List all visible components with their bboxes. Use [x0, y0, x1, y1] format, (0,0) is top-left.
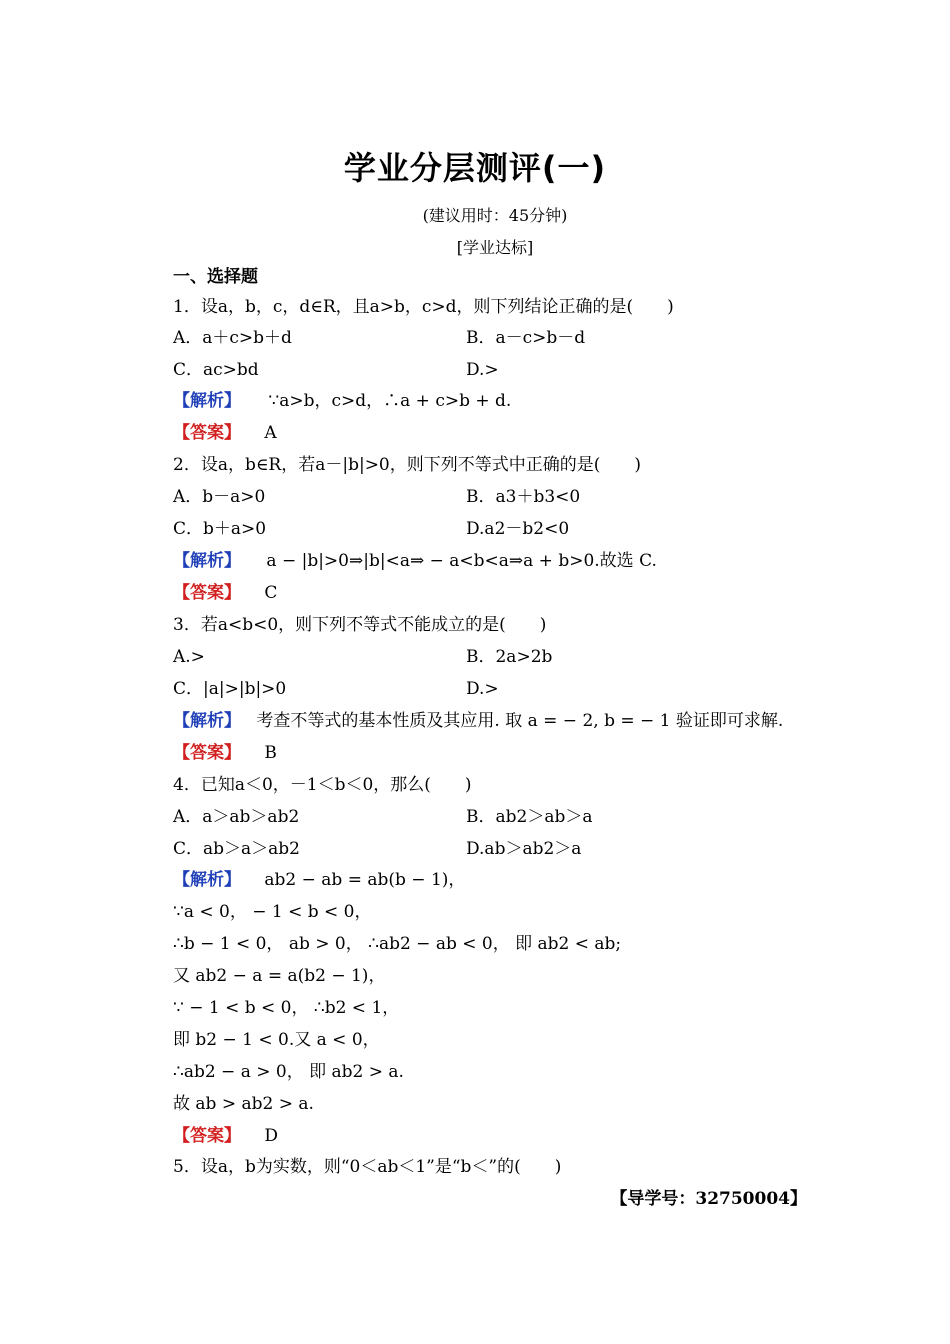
q1-option-d: D.>: [466, 360, 499, 380]
q4-answer-text: D: [264, 1126, 279, 1146]
q2-option-b: B．a3＋b3<0: [466, 487, 581, 507]
answer-label: 【答案】: [173, 423, 241, 443]
q3-analysis: [173, 710, 783, 732]
q1-stem: 1．设a，b，c，d∈R，且a>b，c>d，则下列结论正确的是( ): [173, 297, 674, 317]
q4-analysis-line: ∴b − 1 < 0， ab > 0， ∴ab2 − ab < 0， 即 ab2 < ab;: [173, 934, 622, 954]
q2-answer-text: C: [264, 583, 278, 603]
q1-option-b: B．a－c>b－d: [466, 328, 586, 348]
q2-analysis: [173, 550, 657, 572]
q4-stem: 4．已知a＜0，－1＜b＜0，那么( ): [173, 775, 472, 795]
section-tag: [学业达标]: [456, 238, 534, 257]
q5-stem: 5．设a，b为实数，则“0＜ab＜1”是“b＜”的( ): [173, 1157, 562, 1177]
q1-analysis-text: ∵a>b，c>d，∴a + c>b + d.: [268, 391, 512, 411]
q1-answer: [173, 422, 277, 444]
analysis-label: 【解析】: [173, 551, 241, 571]
analysis-label: 【解析】: [173, 870, 241, 890]
q4-answer: [173, 1125, 278, 1147]
q2-option-d: D.a2－b2<0: [466, 519, 570, 539]
q3-option-a: A.>: [173, 647, 205, 667]
q4-option-c: C．ab＞a＞ab2: [173, 839, 300, 859]
q3-option-d: D.>: [466, 679, 499, 699]
q1-analysis: [173, 390, 511, 412]
section-heading: 一、选择题: [173, 267, 258, 287]
q4-analysis-line: 又 ab2 − a = a(b2 − 1)，: [173, 966, 386, 986]
q1-answer-text: A: [264, 423, 277, 443]
q1-option-a: A．a＋c>b＋d: [173, 328, 292, 348]
page-title: 学业分层测评(一): [343, 149, 607, 187]
q3-stem: 3．若a<b<0，则下列不等式不能成立的是( ): [173, 615, 547, 635]
q3-analysis-text: 考查不等式的基本性质及其应用. 取 a = − 2, b = − 1 验证即可求解.: [256, 711, 784, 731]
q2-option-c: C．b＋a>0: [173, 519, 267, 539]
answer-label: 【答案】: [173, 583, 241, 603]
q4-analysis-line: ∵ − 1 < b < 0， ∴b2 < 1，: [173, 998, 400, 1018]
time-note: (建议用时：45分钟): [422, 206, 568, 225]
q2-answer: [173, 582, 277, 604]
q4-analysis-line: 即 b2 − 1 < 0.又 a < 0，: [173, 1030, 380, 1050]
answer-label: 【答案】: [173, 743, 241, 763]
q4-option-b: B．ab2＞ab＞a: [466, 807, 593, 827]
analysis-label: 【解析】: [173, 711, 241, 731]
q2-option-a: A．b－a>0: [173, 487, 266, 507]
q3-option-c: C．|a|>|b|>0: [173, 679, 287, 699]
q2-analysis-text: a − |b|>0⇒|b|<a⇒ − a<b<a⇒a + b>0.故选 C.: [266, 551, 657, 571]
q4-option-d: D.ab＞ab2＞a: [466, 839, 582, 859]
q4-analysis-line: ab2 − ab = ab(b − 1)，: [264, 870, 466, 890]
q3-answer: [173, 742, 277, 764]
guide-number: 【导学号：32750004】: [610, 1189, 807, 1209]
q4-analysis-line: ∴ab2 − a > 0， 即 ab2 > a.: [173, 1062, 404, 1082]
q3-option-b: B．2a>2b: [466, 647, 553, 667]
q2-stem: 2．设a，b∈R，若a－|b|>0，则下列不等式中正确的是( ): [173, 455, 642, 475]
q3-answer-text: B: [264, 743, 277, 763]
q4-analysis: [173, 869, 465, 891]
analysis-label: 【解析】: [173, 391, 241, 411]
answer-label: 【答案】: [173, 1126, 241, 1146]
q1-option-c: C．ac>bd: [173, 360, 259, 380]
q4-analysis-line: ∵a < 0， − 1 < b < 0，: [173, 902, 372, 922]
q4-option-a: A．a＞ab＞ab2: [173, 807, 300, 827]
q4-analysis-line: 故 ab > ab2 > a.: [173, 1094, 314, 1114]
